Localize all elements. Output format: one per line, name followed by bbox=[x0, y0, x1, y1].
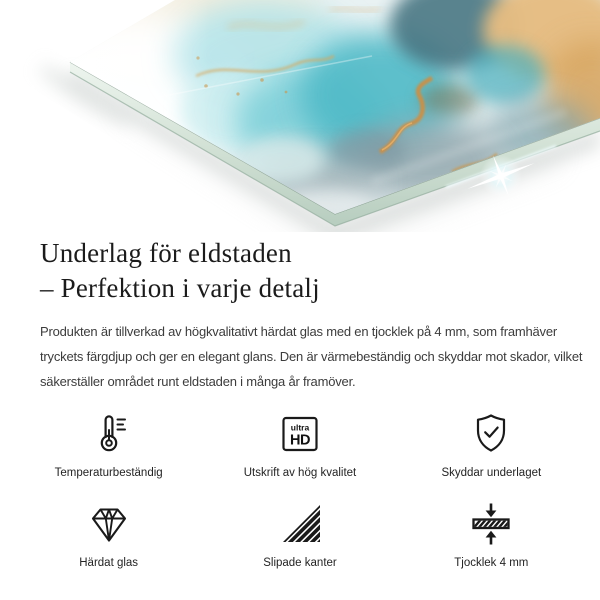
thickness-icon bbox=[467, 500, 515, 548]
hero-image bbox=[0, 0, 600, 232]
page-title bbox=[40, 236, 600, 306]
glass-panel-photo bbox=[0, 0, 600, 232]
feature-label: Temperaturbeständig bbox=[54, 467, 163, 479]
features-grid bbox=[13, 410, 587, 570]
feature-label: Skyddar underlaget bbox=[441, 467, 542, 479]
feature-thickness bbox=[396, 500, 587, 570]
svg-text:HD: HD bbox=[290, 432, 310, 449]
feature-print-quality bbox=[204, 410, 395, 480]
feature-label: Utskrift av hög kvalitet bbox=[243, 467, 357, 479]
diamond-icon bbox=[85, 500, 133, 548]
product-description: Produkten är tillverkad av högkvalitativt härdat glas med en tjocklek på 4 mm, som framhäver tryckets färgdjup och ger en elegant glans. Den är värmebeständig och skyddar mot skador, vilket säkerställer området runt eldstaden i många år framöver. bbox=[40, 324, 583, 389]
feature-label: Härdat glas bbox=[79, 557, 139, 569]
shield-check-icon bbox=[467, 410, 515, 458]
svg-text:ultra: ultra bbox=[290, 422, 310, 433]
content-section bbox=[0, 232, 600, 570]
thermometer-icon bbox=[85, 410, 133, 458]
title-line-2: – Perfektion i varje detalj bbox=[40, 273, 320, 303]
feature-temperature bbox=[13, 410, 204, 480]
title-line-1: Underlag för eldstaden bbox=[40, 238, 292, 268]
ultra-hd-icon bbox=[276, 410, 324, 458]
feature-label: Tjocklek 4 mm bbox=[454, 557, 529, 569]
feature-tempered-glass bbox=[13, 500, 204, 570]
feature-protects-surface bbox=[396, 410, 587, 480]
feature-polished-edges bbox=[204, 500, 395, 570]
feature-label: Slipade kanter bbox=[263, 557, 337, 569]
polished-edges-icon bbox=[276, 500, 324, 548]
